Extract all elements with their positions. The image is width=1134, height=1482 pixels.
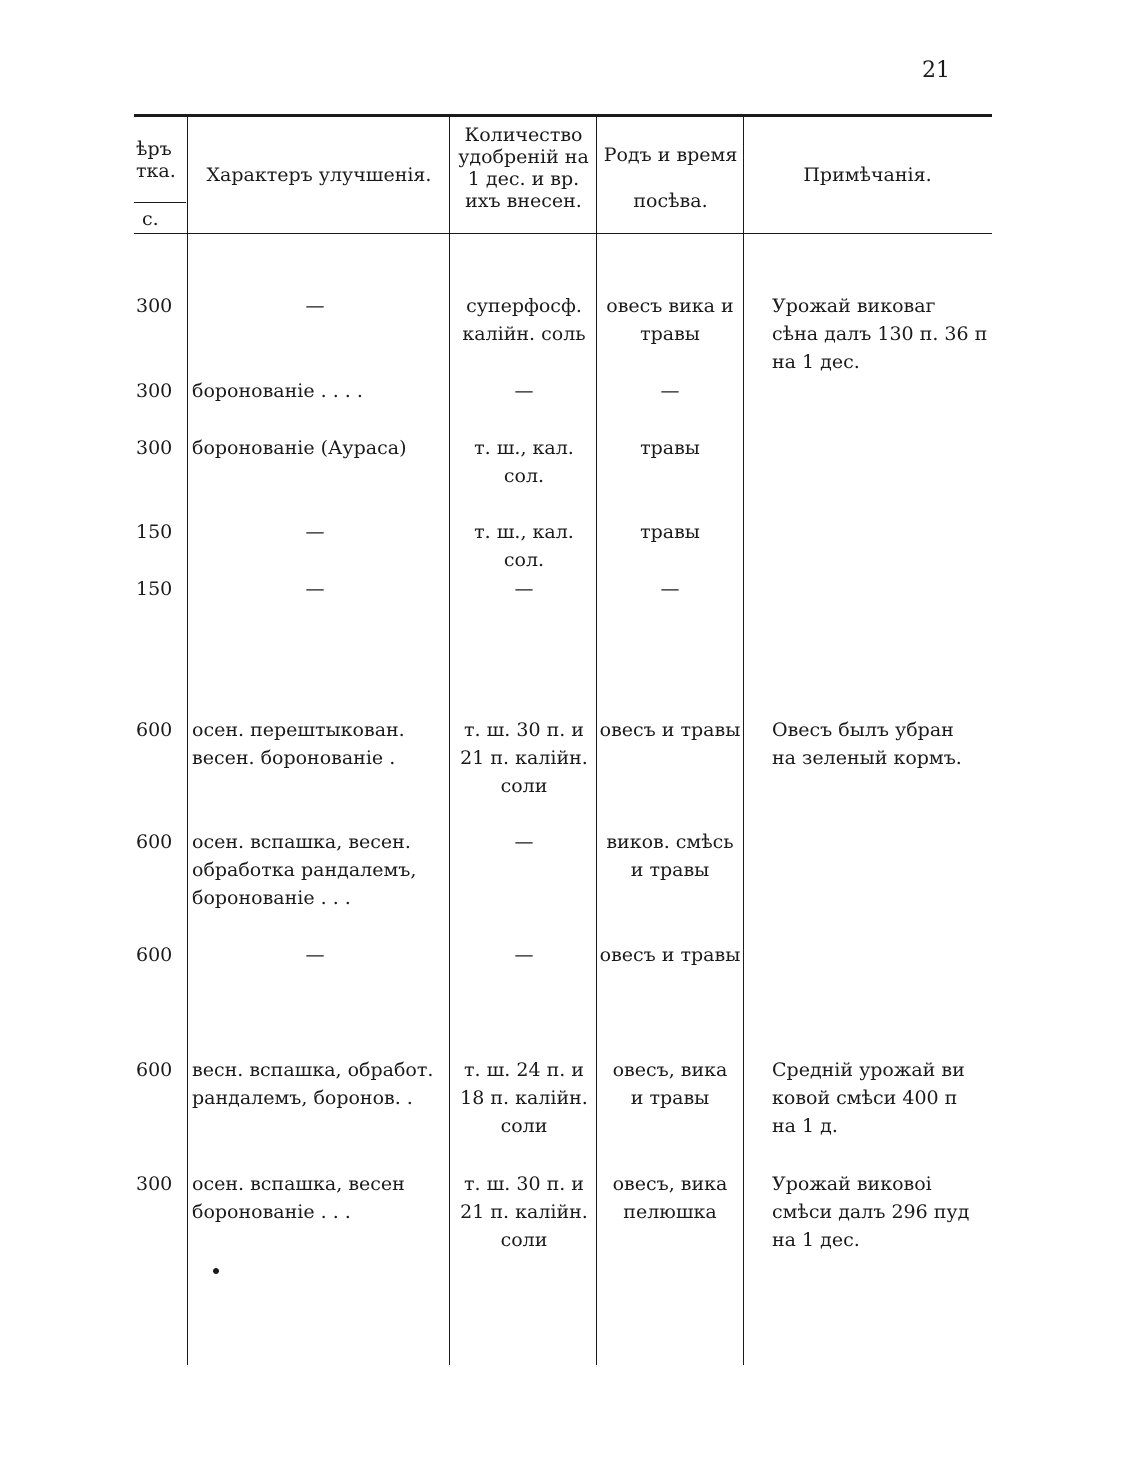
- improvement-cell: весн. вспашка, обработ. рандалемъ, боронов. .: [192, 1059, 434, 1109]
- sowing-cell: овесъ и травы: [599, 944, 741, 966]
- area-cell: 600: [136, 719, 173, 741]
- fertilizer-cell: т. ш., кал. сол.: [474, 521, 574, 571]
- improvement-cell: осен. вспашка, весен. обработка рандалемъ, боронованіе . . .: [192, 831, 417, 909]
- fertilizer-cell: суперфосф. калійн. соль: [462, 295, 586, 345]
- improvement-cell: —: [305, 944, 325, 966]
- area-cell: 300: [136, 1173, 173, 1195]
- page-number: 21: [922, 58, 950, 83]
- sowing-cell: травы: [640, 437, 700, 459]
- header-sowing-top: Родъ и время: [603, 144, 738, 166]
- fertilizer-cell: т. ш., кал. сол.: [474, 437, 574, 487]
- area-cell: 600: [136, 944, 173, 966]
- note-cell: Овесъ былъ убран на зеленый кормъ.: [772, 719, 962, 769]
- column-rule-2: [449, 117, 450, 1365]
- improvement-cell: —: [305, 521, 325, 543]
- ink-dot: [213, 1268, 219, 1274]
- area-cell: 600: [136, 1059, 173, 1081]
- fertilizer-cell: —: [514, 578, 534, 600]
- fertilizer-cell: т. ш. 30 п. и 21 п. калійн. соли: [460, 719, 588, 797]
- sowing-cell: овесъ вика и травы: [606, 295, 734, 345]
- note-cell: Урожай виковаг сѣна далъ 130 п. 36 п на 1 дес.: [772, 295, 988, 373]
- area-cell: 300: [136, 380, 173, 402]
- fertilizer-cell: —: [514, 380, 534, 402]
- header-notes: Примѣчанія.: [803, 164, 932, 186]
- sowing-cell: —: [660, 380, 680, 402]
- sowing-cell: травы: [640, 521, 700, 543]
- column-rule-4: [743, 117, 744, 1365]
- improvement-cell: —: [305, 578, 325, 600]
- header-sowing-bottom: посѣва.: [633, 190, 708, 212]
- note-cell: Средній урожай ви ковой смѣси 400 п на 1 д.: [772, 1059, 965, 1137]
- sowing-cell: овесъ, вика и травы: [612, 1059, 728, 1109]
- area-cell: 150: [136, 521, 173, 543]
- area-cell: 150: [136, 578, 173, 600]
- header-area-unit: с.: [142, 208, 159, 230]
- area-cell: 300: [136, 295, 173, 317]
- fertilizer-cell: т. ш. 24 п. и 18 п. калійн. соли: [460, 1059, 588, 1137]
- fertilizer-cell: —: [514, 831, 534, 853]
- area-cell: 600: [136, 831, 173, 853]
- column-rule-1: [187, 117, 188, 1365]
- sowing-cell: —: [660, 578, 680, 600]
- sowing-cell: виков. смѣсь и травы: [606, 831, 734, 881]
- header-improvement: Характеръ улучшенія.: [206, 164, 432, 186]
- area-cell: 300: [136, 437, 173, 459]
- header-fertilizer: Количество удобреній на 1 дес. и вр. ихъ внесен.: [458, 124, 589, 212]
- improvement-cell: осен. перештыкован. весен. боронованіе .: [192, 719, 405, 769]
- column-rule-3: [596, 117, 597, 1365]
- note-cell: Урожай виковоі смѣси далъ 296 пуд на 1 дес.: [772, 1173, 970, 1251]
- fertilizer-cell: т. ш. 30 п. и 21 п. калійн. соли: [460, 1173, 588, 1251]
- fertilizer-cell: —: [514, 944, 534, 966]
- area-unit-rule: [134, 202, 186, 203]
- top-rule: [134, 114, 992, 117]
- sowing-cell: овесъ, вика пелюшка: [612, 1173, 728, 1223]
- improvement-cell: боронованіе (Ауpаса): [192, 437, 407, 459]
- improvement-cell: боронованіе . . . .: [192, 380, 363, 402]
- header-bottom-rule: [134, 233, 992, 234]
- improvement-cell: —: [305, 295, 325, 317]
- sowing-cell: овесъ и травы: [599, 719, 741, 741]
- header-area: ѣръ тка.: [136, 138, 176, 182]
- improvement-cell: осен. вспашка, весен боронованіе . . .: [192, 1173, 405, 1223]
